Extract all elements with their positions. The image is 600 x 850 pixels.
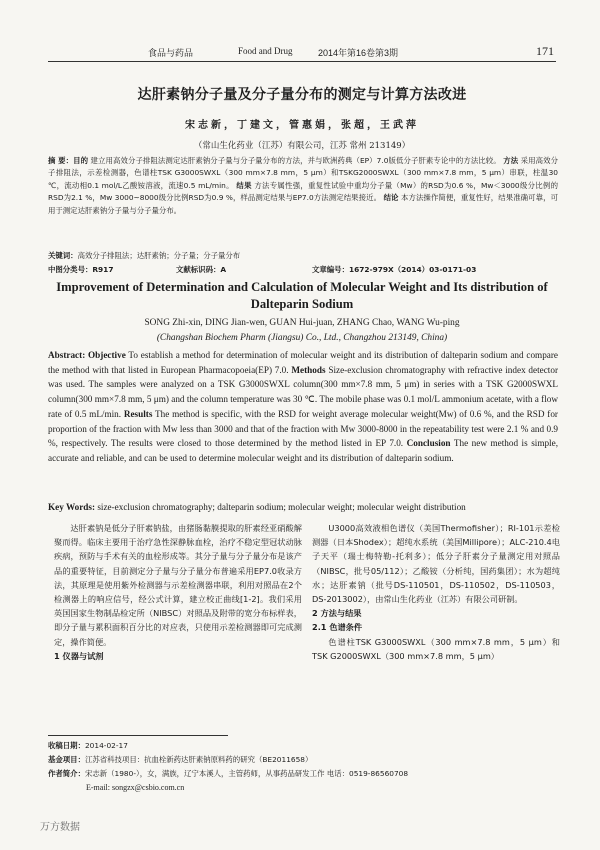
methods-en: Size-exclusion chromatography with refractive index detector was used. The samples were analyzed on a TSK G3000SWXL column(300 mm×7.8 mm, 5 μm) in series with a TSK G2000SWXL column(300 mm×7.8 mm, 5 μm) and the column temperature was 30 ℃. The mobile phase was 0.1 mol/L ammonium acetate, with a flow rate of 0.5 mL/min. <box>48 364 559 419</box>
keywords-en-label: Key Words: <box>48 502 96 512</box>
page-number: 171 <box>536 44 554 58</box>
keywords-en <box>48 502 558 512</box>
objective-zh: 建立用高效分子排阻法测定达肝素钠分子量与分子量分布的方法，并与欧洲药典（EP）7.0版低分子肝素专论中的方法比较。 <box>90 156 501 165</box>
intro-paragraph: 达肝素钠是低分子肝素钠盐，由猪肠黏膜提取的肝素经亚硝酸解聚而得。临床主要用于治疗急性深静脉血栓，治疗不稳定型冠状动脉疾病，预防与手术有关的血栓形成等。其分子量与分子量分布是该产品的重要特征，目前测定分子量与分子量分布普遍采用EP7.0收录方法，其原理是使用紫外检测器与示差检测器串联，利用对照品在2个检测器上的响应信号，经公式计算，建立校正曲线[1-2]。我们采用英国国家生物制品检定所（NIBSC）对照品及附带的宽分布标样表，即分子量与累积面积百分比的对应表，只使用示差检测器即可完成测定，操作简便。 <box>54 523 302 647</box>
footnote-rule <box>48 735 228 736</box>
keywords-zh-text: 高效分子排阻法；达肝素钠；分子量；分子量分布 <box>77 251 241 260</box>
objective-en-label: Objective <box>88 350 126 360</box>
method-zh: 采用高效分子排阻法，示差检测器，色谱柱TSK G3000SWXL（300 mm×7.8 mm，5 μm）和TSKG2000SWXL（300 mm×7.8 mm，5 μm）串联，柱温30 ℃，流动相0.1 mol/L乙酸铵溶液，流速0.5 mL/min。 <box>48 156 558 190</box>
instruments-paragraph: U3000高效液相色谱仪（美国Thermofisher）；RI-101示差检测器（日本Shodex）；超纯水系统（美国Millipore）；ALC-210.4电子天平（瑞士梅特勒-托利多）；低分子肝素分子量测定用对照品（NIBSC，批号05/112）；乙酸铵（分析纯，国药集团）；水为超纯水；达肝素钠（批号DS-110501，DS-110502，DS-110503，DS-2013002），由常山生化药业（江苏）有限公司研制。 <box>312 523 560 605</box>
authors-en: SONG Zhi-xin, DING Jian-wen, GUAN Hui-juan, ZHANG Chao, WANG Wu-ping <box>144 318 460 328</box>
affiliation-zh: （常山生化药业（江苏）有限公司，江苏 常州 213149） <box>193 141 411 151</box>
watermark: 万方数据 <box>40 822 80 833</box>
results-en-label: Results <box>123 408 153 419</box>
affiliation-en: (Changshan Biochem Pharm (Jiangsu) Co., Ltd., Changzhou 213149, China) <box>156 333 448 343</box>
journal-name-zh: 食品与药品 <box>148 48 194 58</box>
method-zh-label: 方法 <box>503 156 519 165</box>
keywords-zh-label: 关键词： <box>48 251 78 260</box>
abstract-en-label: Abstract: <box>48 350 86 360</box>
running-header <box>48 42 556 62</box>
clc-number: 中图分类号：R917 <box>48 265 114 274</box>
abstract-en <box>48 348 558 466</box>
document-code: 文献标识码：A <box>176 265 227 274</box>
keywords-zh <box>48 250 558 261</box>
keywords-en-text: size-exclusion chromatography; dalteparin sodium; molecular weight; molecular weight distribution <box>97 502 466 512</box>
result-zh: 方法专属性强，重复性试验中重均分子量（Mw）的RSD为0.6 %，Mw＜3000级分比例的RSD为2.1 %，Mw 3000~8000级分比例RSD为0.9 %，样品测定结果与EP7.0方法测定结果接近。 <box>48 180 558 203</box>
results-en: The method is specific, with the RSD for weight average molecular weight(Mw) of 0.6 %, and the RSD for proportion of the fraction with Mw less than 3000 and that of the fraction with Mw 3000-8000 in the repeatability test were 2.1 % and 0.9 %, respectively. The results were closed to those determined by the method listed in EP 7.0. <box>48 408 558 449</box>
issue-info: 2014年第16卷第3期 <box>318 48 399 58</box>
body-right-column <box>312 521 560 663</box>
author-email: E-mail: songzx@csbio.com.cn <box>86 783 185 792</box>
journal-name-en: Food and Drug <box>238 46 293 56</box>
chromatography-paragraph: 色谱柱TSK G3000SWXL（300 mm×7.8 mm，5 μm）和TSK G2000SWXL（300 mm×7.8 mm，5 μm） <box>312 636 560 661</box>
abstract-zh-label: 摘 要： <box>48 156 74 165</box>
footnote <box>48 739 558 795</box>
result-zh-label: 结果 <box>236 180 252 190</box>
objective-en: To establish a method for determination of molecular weight and its distribution of dalteparin sodium and compare the method with that listed in European Pharmacopoeia(EP) 7.0. <box>48 350 559 375</box>
methods-en-label: Methods <box>291 364 326 375</box>
author-bio: 作者简介：宋志新（1980-），女，满族，辽宁本溪人，主管药师，从事药品研发工作 电话：0519-86560708 <box>48 769 409 778</box>
conclusion-zh-label: 结论 <box>383 193 399 203</box>
section-heading-1: 1 仪器与试剂 <box>54 650 104 661</box>
conclusion-zh: 本方法操作简便，重复性好，结果准确可靠，可用于测定达肝素钠分子量与分子量分布。 <box>48 193 558 215</box>
objective-zh-label: 目的 <box>73 156 89 165</box>
article-title-en: Improvement of Determination and Calculation of Molecular Weight and Its distribution of Dalteparin Sodium <box>56 280 548 311</box>
fund-info: 基金项目：江苏省科技项目：抗血栓新药达肝素钠原料药的研究（BE2011658） <box>48 755 313 764</box>
section-heading-2-1: 2.1 色谱条件 <box>312 622 363 633</box>
section-heading-2: 2 方法与结果 <box>312 608 362 619</box>
authors-zh: 宋志新，丁建文，管惠娟，张超，王武萍 <box>185 120 419 131</box>
abstract-zh <box>48 155 558 217</box>
article-id: 文章编号：1672-979X（2014）03-0171-03 <box>312 265 477 274</box>
body-left-column <box>54 521 302 663</box>
conclusion-en-label: Conclusion <box>406 438 451 449</box>
conclusion-en: The new method is simple, accurate and reliable, and can be used to determine molecular weight and its distribution of dalteparin sodium. <box>48 438 558 463</box>
article-title-zh: 达肝素钠分子量及分子量分布的测定与计算方法改进 <box>137 87 467 103</box>
received-date: 收稿日期：2014-02-17 <box>48 741 128 750</box>
